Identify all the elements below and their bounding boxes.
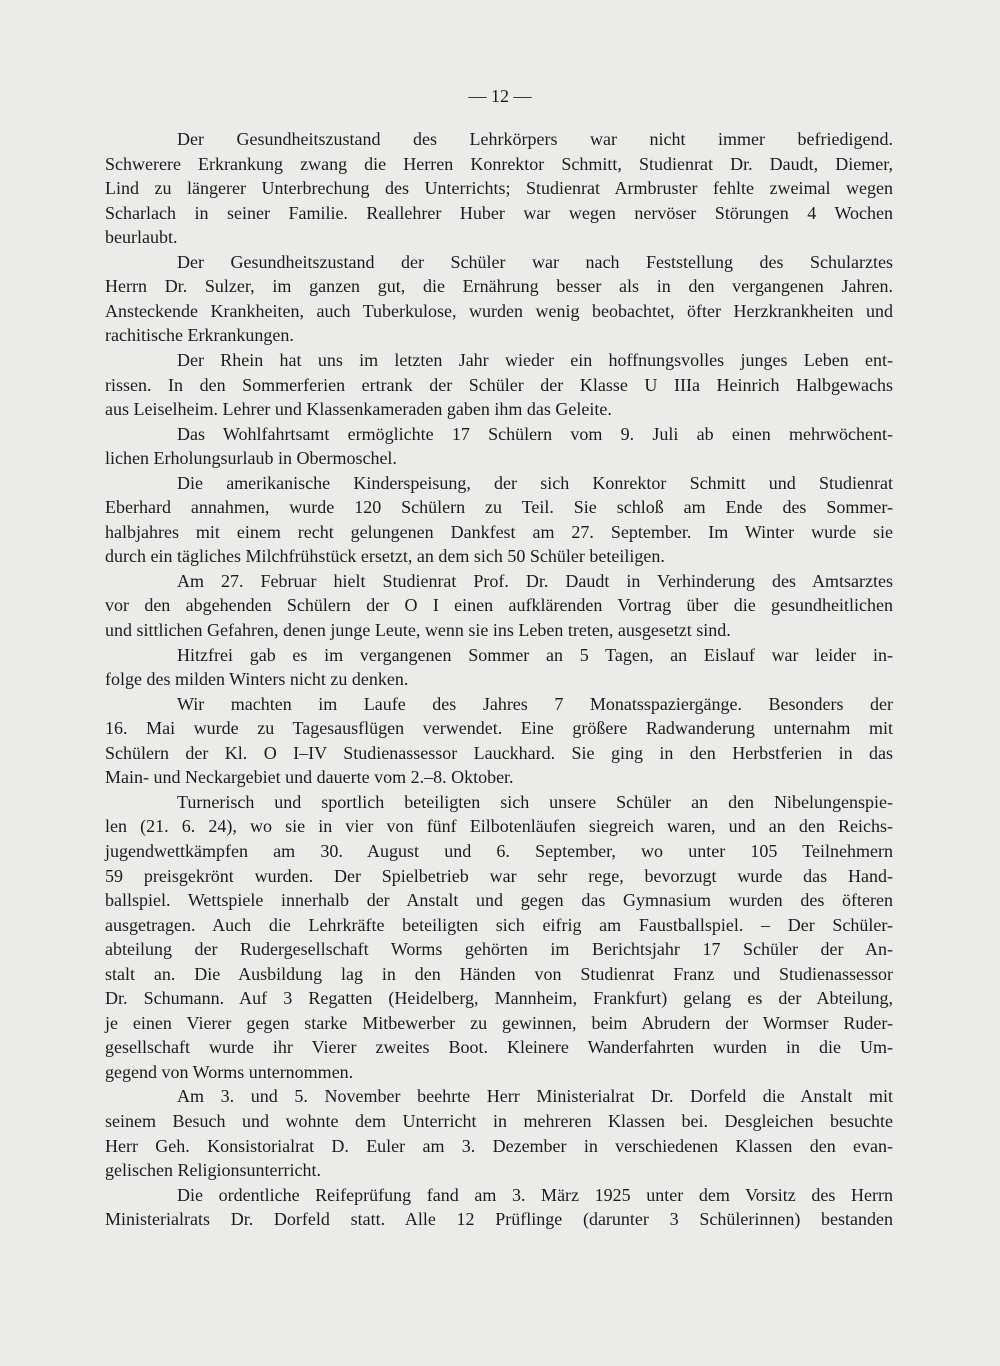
paragraph-line: Herr Geh. Konsistorialrat D. Euler am 3. Dezember in verschiedenen Klassen den evan- [105, 1135, 893, 1156]
paragraph-line: lichen Erholungsurlaub in Obermoschel. [105, 448, 397, 469]
paragraph-line: Der Gesundheitszustand der Schüler war nach Feststellung des Schularztes [177, 251, 893, 272]
paragraph-line: Ansteckende Krankheiten, auch Tuberkulose, wurden wenig beobachtet, öfter Herzkrankheiten und [105, 300, 893, 321]
paragraph-line: 59 preisgekrönt wurden. Der Spielbetrieb war sehr rege, bevorzugt wurde das Hand- [105, 865, 893, 886]
paragraph-line: gesellschaft wurde ihr Vierer zweites Boot. Kleinere Wanderfahrten wurden in die Um- [105, 1037, 893, 1058]
paragraph-line: Am 27. Februar hielt Studienrat Prof. Dr. Daudt in Verhinderung des Amtsarztes [177, 570, 893, 591]
paragraph-line: Herrn Dr. Sulzer, im ganzen gut, die Ernährung besser als in den vergangenen Jahren. [105, 276, 893, 297]
paragraph-line: Main- und Neckargebiet und dauerte vom 2.–8. Oktober. [105, 767, 514, 788]
paragraph-line: vor den abgehenden Schülern der O I einen aufklärenden Vortrag über die gesundheitlichen [105, 595, 893, 616]
paragraph-line: Schwerere Erkrankung zwang die Herren Konrektor Schmitt, Studienrat Dr. Daudt, Diemer, [105, 153, 893, 174]
paragraph-line: len (21. 6. 24), wo sie in vier von fünf Eilbotenläufen siegreich waren, und an den Reichs- [105, 816, 893, 837]
paragraph-line: aus Leiselheim. Lehrer und Klassenkameraden gaben ihm das Geleite. [105, 399, 612, 420]
paragraph-line: ballspiel. Wettspiele innerhalb der Anstalt und gegen das Gymnasium wurden des öfteren [105, 890, 893, 911]
paragraph-line: folge des milden Winters nicht zu denken. [105, 669, 409, 690]
paragraph-line: stalt an. Die Ausbildung lag in den Händen von Studienrat Franz und Studienassessor [105, 963, 893, 984]
paragraph-line: abteilung der Rudergesellschaft Worms gehörten im Berichtsjahr 17 Schüler der An- [105, 939, 893, 960]
paragraph-line: durch ein tägliches Milchfrühstück ersetzt, an dem sich 50 Schüler beteiligen. [105, 546, 665, 567]
paragraph-line: je einen Vierer gegen starke Mitbewerber zu gewinnen, beim Abrudern der Wormser Ruder- [105, 1012, 893, 1033]
paragraph-line: Am 3. und 5. November beehrte Herr Ministerialrat Dr. Dorfeld die Anstalt mit [177, 1086, 893, 1107]
paragraph-line: und sittlichen Gefahren, denen junge Leute, wenn sie ins Leben treten, ausgesetzt sind. [105, 620, 731, 640]
paragraph-line: Eberhard annahmen, wurde 120 Schülern zu Teil. Sie schloß am Ende des Sommer- [105, 497, 893, 518]
paragraph-line: Lind zu längerer Unterbrechung des Unterrichts; Studienrat Armbruster fehlte zweimal wegen [105, 178, 893, 199]
paragraph-line: Der Rhein hat uns im letzten Jahr wieder ein hoffnungsvolles junges Leben ent- [177, 349, 893, 370]
page-number: — 12 — [468, 86, 532, 106]
paragraph-line: Schülern der Kl. O I–IV Studienassessor Lauckhard. Sie ging in den Herbstferien in das [105, 742, 893, 763]
paragraph-line: ausgetragen. Auch die Lehrkräfte beteiligten sich eifrig am Faustballspiel. – Der Schüler- [105, 914, 893, 935]
paragraph-line: Wir machten im Laufe des Jahres 7 Monatsspaziergänge. Besonders der [177, 693, 893, 714]
paragraph-line: Der Gesundheitszustand des Lehrkörpers war nicht immer befriedigend. [177, 129, 893, 149]
paragraph-line: Die ordentliche Reifeprüfung fand am 3. März 1925 unter dem Vorsitz des Herrn [177, 1184, 893, 1205]
paragraph-line: halbjahres mit einem recht gelungenen Dankfest am 27. September. Im Winter wurde sie [105, 521, 893, 542]
paragraph-line: Ministerialrats Dr. Dorfeld statt. Alle 12 Prüflinge (darunter 3 Schülerinnen) bestanden [105, 1209, 893, 1230]
paragraph-line: Das Wohlfahrtsamt ermöglichte 17 Schülern vom 9. Juli ab einen mehrwöchent- [177, 423, 893, 444]
paragraph-line: Scharlach in seiner Familie. Reallehrer Huber war wegen nervöser Störungen 4 Wochen [105, 202, 893, 223]
paragraph-line: gelischen Religionsunterricht. [105, 1160, 321, 1181]
paragraph-line: rachitische Erkrankungen. [105, 325, 294, 346]
paragraph-line: gegend von Worms unternommen. [105, 1061, 354, 1082]
paragraph-line: Turnerisch und sportlich beteiligten sich unsere Schüler an den Nibelungenspie- [177, 791, 893, 812]
paragraph-line: 16. Mai wurde zu Tagesausflügen verwendet. Eine größere Radwanderung unternahm mit [105, 718, 893, 739]
paragraph-line: jugendwettkämpfen am 30. August und 6. September, wo unter 105 Teilnehmern [105, 840, 893, 861]
paragraph-line: Hitzfrei gab es im vergangenen Sommer an 5 Tagen, an Eislauf war leider in- [177, 644, 893, 665]
paragraph-line: rissen. In den Sommerferien ertrank der Schüler der Klasse U IIIa Heinrich Halbgewachs [105, 374, 893, 395]
paragraph-line: seinem Besuch und wohnte dem Unterricht in mehreren Klassen bei. Desgleichen besuchte [105, 1111, 893, 1131]
paragraph-line: beurlaubt. [105, 227, 178, 248]
paragraph-line: Die amerikanische Kinderspeisung, der sich Konrektor Schmitt und Studienrat [177, 472, 893, 493]
paragraph-line: Dr. Schumann. Auf 3 Regatten (Heidelberg, Mannheim, Frankfurt) gelang es der Abteilung, [105, 988, 893, 1009]
